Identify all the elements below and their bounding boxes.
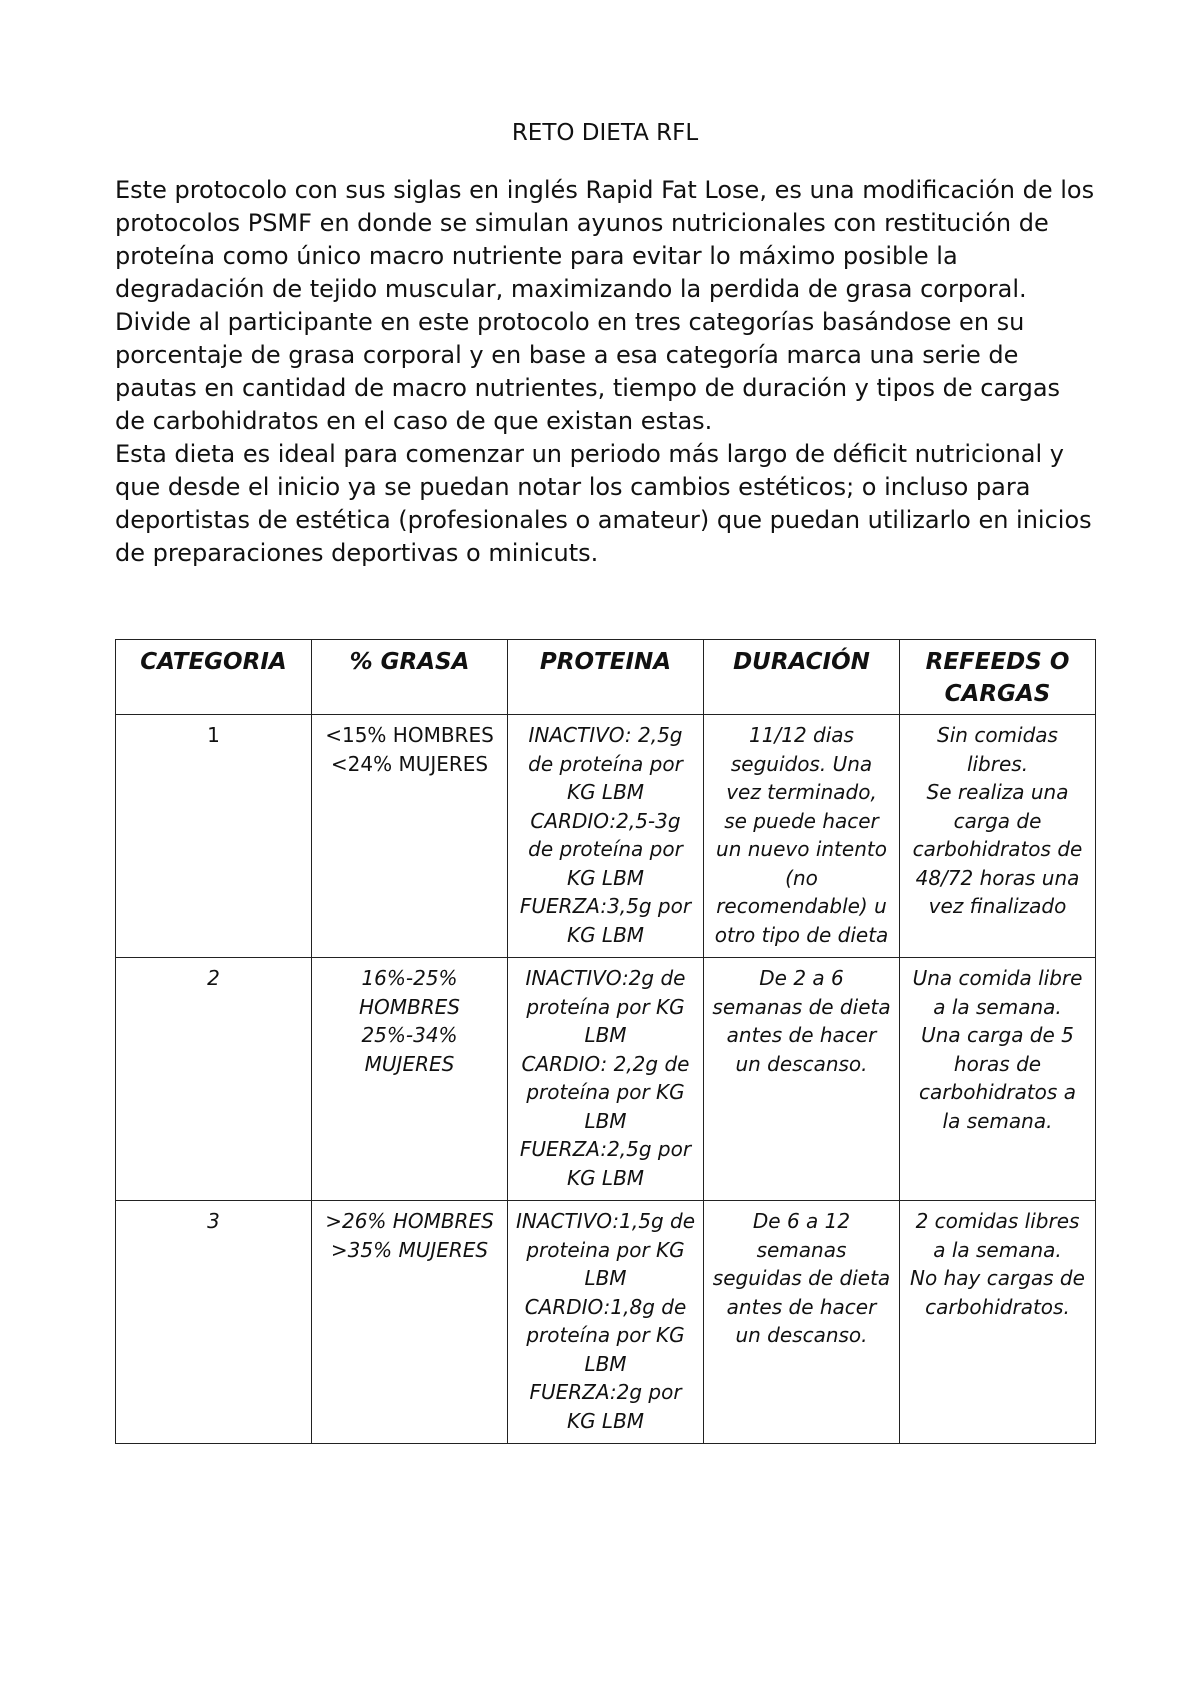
- proteina-cardio: CARDIO:2,5-3g de proteína por KG LBM: [528, 808, 683, 890]
- header-proteina: PROTEINA: [508, 640, 704, 715]
- proteina-fuerza: FUERZA:2g por KG LBM: [529, 1380, 682, 1433]
- proteina-cardio: CARDIO:1,8g de proteína por KG LBM: [524, 1294, 687, 1376]
- table-row: [116, 715, 1096, 958]
- document-title: RETO DIETA RFL: [511, 120, 699, 146]
- diet-table: [115, 639, 1096, 1444]
- proteina-cardio: CARDIO: 2,2g de proteína por KG LBM: [521, 1051, 690, 1133]
- proteina-inactivo: INACTIVO:2g de proteína por KG LBM: [525, 966, 686, 1047]
- cell-duracion: De 2 a 6 semanas de dieta antes de hacer un descanso.: [704, 958, 900, 1201]
- proteina-inactivo: INACTIVO: 2,5g de proteína por KG LBM: [528, 723, 683, 804]
- cell-categoria: 2: [116, 958, 312, 1201]
- table-row: [116, 958, 1096, 1201]
- grasa-mujeres: 25%-34% MUJERES: [361, 1023, 458, 1076]
- refeeds-line-1: Una comida libre a la semana.: [912, 966, 1083, 1019]
- table-row: [116, 1201, 1096, 1444]
- document-page: [115, 118, 1095, 1433]
- cell-proteina: [508, 1201, 704, 1444]
- cell-categoria: 3: [116, 1201, 312, 1444]
- refeeds-line-2: No hay cargas de carbohidratos.: [910, 1266, 1085, 1319]
- refeeds-line-2: Se realiza una carga de carbohidratos de 48/72 horas una vez finalizado: [912, 780, 1083, 918]
- proteina-inactivo: INACTIVO:1,5g de proteina por KG LBM: [516, 1209, 696, 1290]
- cell-refeeds: [900, 715, 1096, 958]
- cell-refeeds: [900, 958, 1096, 1201]
- cell-proteina: [508, 715, 704, 958]
- cell-duracion: De 6 a 12 semanas seguidas de dieta antes de hacer un descanso.: [704, 1201, 900, 1444]
- paragraph-categories: Divide al participante en este protocolo en tres categorías basándose en su porcentaje de grasa corporal y en base a esa categoría marca una serie de pautas en cantidad de macro nutrientes, tiempo de duración y tipos de cargas de carbohidratos en el caso de que existan estas.: [115, 308, 1061, 435]
- grasa-hombres: >26% HOMBRES: [325, 1209, 494, 1233]
- proteina-fuerza: FUERZA:3,5g por KG LBM: [519, 894, 692, 947]
- grasa-mujeres: <24% MUJERES: [330, 751, 489, 776]
- refeeds-line-1: 2 comidas libres a la semana.: [915, 1209, 1080, 1262]
- grasa-mujeres: >35% MUJERES: [330, 1237, 489, 1262]
- cell-refeeds: [900, 1201, 1096, 1444]
- cell-grasa: [312, 715, 508, 958]
- cell-grasa: [312, 958, 508, 1201]
- paragraph-intro: Este protocolo con sus siglas en inglés Rapid Fat Lose, es una modificación de los protocolos PSMF en donde se simulan ayunos nutricionales con restitución de proteína como único macro nutriente para evitar lo máximo posible la degradación de tejido muscular, maximizando la perdida de grasa corporal.: [115, 176, 1095, 303]
- header-grasa: % GRASA: [312, 640, 508, 715]
- grasa-hombres: <15% HOMBRES: [325, 723, 494, 747]
- proteina-fuerza: FUERZA:2,5g por KG LBM: [519, 1137, 692, 1190]
- header-duracion: DURACIÓN: [704, 640, 900, 715]
- cell-grasa: [312, 1201, 508, 1444]
- refeeds-line-1: Sin comidas libres.: [937, 723, 1058, 776]
- cell-categoria: 1: [116, 715, 312, 958]
- grasa-hombres: 16%-25% HOMBRES: [359, 966, 460, 1019]
- table-header-row: [116, 640, 1096, 715]
- header-categoria: CATEGORIA: [116, 640, 312, 715]
- paragraph-ideal: Esta dieta es ideal para comenzar un periodo más largo de déficit nutricional y que desde el inicio ya se puedan notar los cambios estéticos; o incluso para deportistas de estética (profesionales o amateur) que puedan utilizarlo en inicios de preparaciones deportivas o minicuts.: [115, 440, 1092, 567]
- header-refeeds: REFEEDS O CARGAS: [900, 640, 1096, 715]
- cell-duracion: 11/12 dias seguidos. Una vez terminado, se puede hacer un nuevo intento (no recomendable) u otro tipo de dieta: [704, 715, 900, 958]
- cell-proteina: [508, 958, 704, 1201]
- refeeds-line-2: Una carga de 5 horas de carbohidratos a la semana.: [919, 1023, 1076, 1133]
